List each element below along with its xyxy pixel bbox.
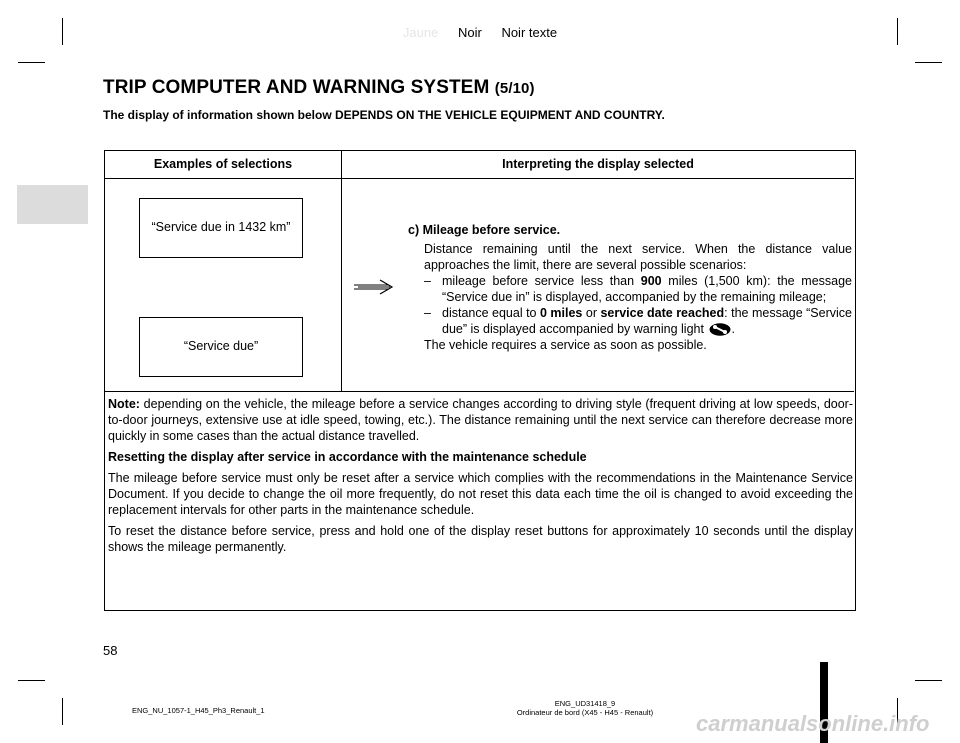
- crop-mark: [62, 698, 63, 725]
- reset-paragraph-2: To reset the distance before service, press and hold one of the display reset buttons for approximately 10 seconds until the display shows the mileage permanently.: [108, 524, 853, 554]
- row-divider: [105, 391, 854, 392]
- page-number: 58: [103, 643, 118, 658]
- section-tab: [17, 185, 88, 224]
- page-subtitle: The display of information shown below DEPENDS ON THE VEHICLE EQUIPMENT AND COUNTRY.: [103, 108, 665, 122]
- spanner-warning-icon: [709, 323, 731, 340]
- color-mark-noir: Noir: [457, 25, 482, 40]
- footer-left-code: ENG_NU_1057-1_H45_Ph3_Renault_1: [132, 706, 265, 715]
- display-example-service-due: “Service due”: [139, 317, 303, 377]
- display-example-service-due-in: “Service due in 1432 km”: [139, 198, 303, 258]
- list-item: – mileage before service less than 900 miles (1,500 km): the message “Service due in” is displayed, accompanied by the remaining mileage;: [424, 274, 852, 304]
- notes-section: [108, 396, 853, 560]
- note-paragraph: Note: depending on the vehicle, the mileage before a service changes according to driving style (frequent driving at low speeds, door-to-door journeys, extensive use at idle speed, towing, etc.). The distance remaining until the next service can therefore decrease more quickly in some cases than the actual distance travelled.: [108, 397, 853, 443]
- title-main: TRIP COMPUTER AND WARNING SYSTEM: [103, 77, 490, 98]
- list-item: – distance equal to 0 miles or service date reached: the message “Service due” is displayed accompanied by warning light .: [424, 305, 852, 337]
- section-c-heading: c) Mileage before service.: [408, 223, 561, 237]
- footer-right-desc: Ordinateur de bord (X45 - H45 - Renault): [516, 708, 654, 717]
- watermark: carmanualsonline.info: [696, 711, 930, 736]
- crop-mark: [915, 680, 942, 681]
- color-marks: [0, 25, 960, 40]
- footer-right-code: ENG_UD31418_9: [554, 699, 616, 708]
- color-mark-noir-texte: Noir texte: [501, 25, 558, 40]
- crop-mark: [18, 62, 45, 63]
- mileage-threshold: 900: [640, 274, 662, 288]
- column-divider: [341, 151, 342, 391]
- right-arrow-icon: [352, 277, 396, 302]
- title-page: (5/10): [494, 80, 535, 97]
- crop-mark: [18, 680, 45, 681]
- reset-paragraph-1: The mileage before service must only be reset after a service which complies with the recommendations in the Maintenance Service Document. If you decide to change the oil more frequently, do not reset this data each time the oil is changed to avoid exceeding the replacement intervals for other parts in the maintenance schedule.: [108, 471, 853, 517]
- header-examples: Examples of selections: [153, 157, 293, 171]
- section-c-intro: Distance remaining until the next service. When the distance value approaches the limit, there are several possible scenarios:: [424, 242, 852, 272]
- section-c-closing: The vehicle requires a service as soon as possible.: [424, 338, 707, 352]
- crop-mark: [915, 62, 942, 63]
- page-title: [103, 77, 535, 99]
- reset-heading: Resetting the display after service in accordance with the maintenance schedule: [108, 450, 587, 464]
- color-mark-jaune: Jaune: [402, 25, 439, 40]
- header-interpreting: Interpreting the display selected: [502, 157, 694, 171]
